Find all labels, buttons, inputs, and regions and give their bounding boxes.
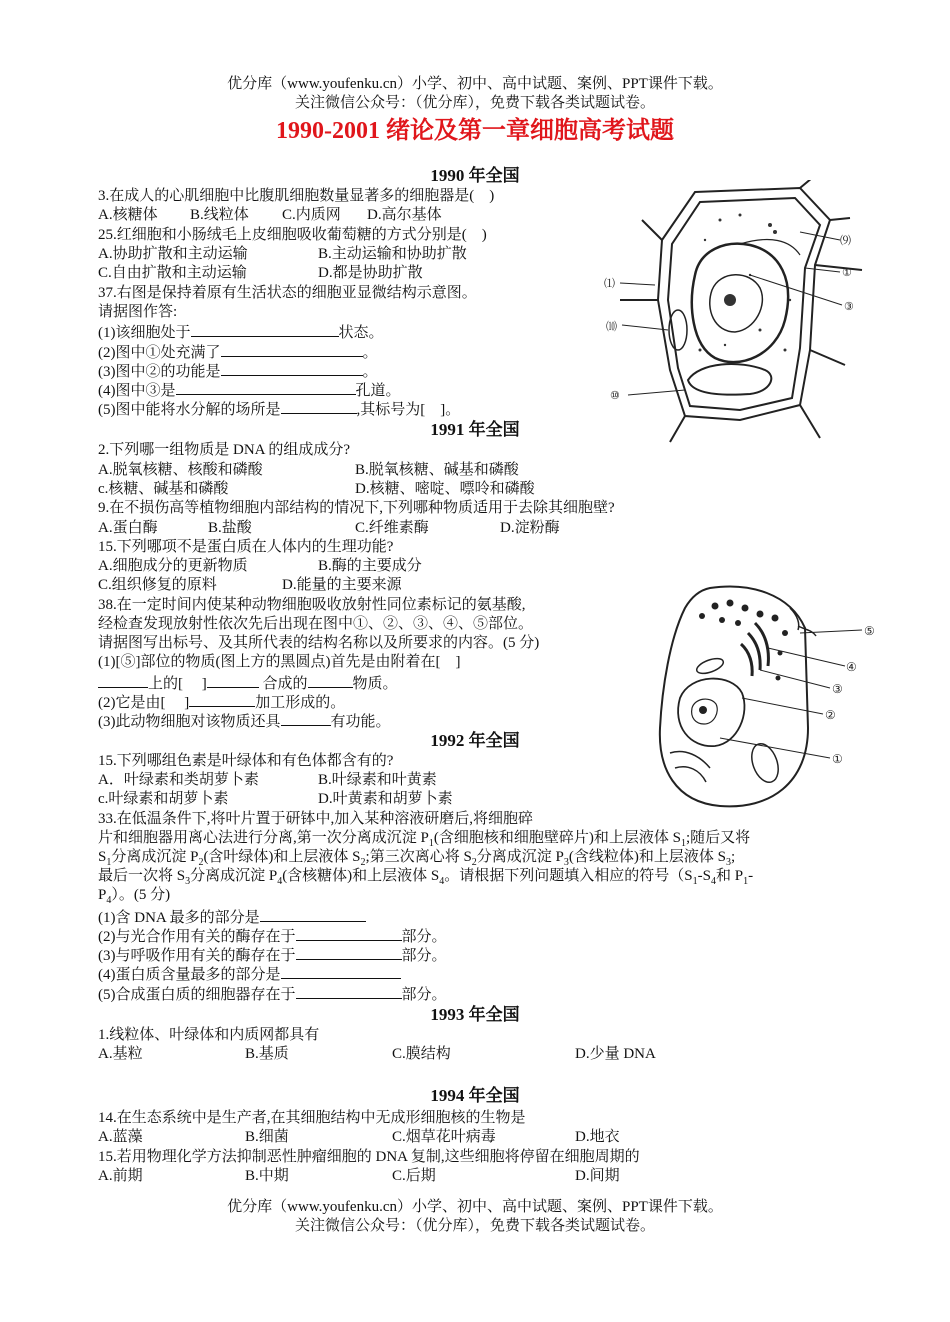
- text: 分离成沉淀 P: [111, 849, 199, 865]
- question-text: 请据图写出标号、及其所代表的结构名称以及所要求的内容。(5 分): [98, 635, 540, 651]
- text: 上的[ ]: [148, 676, 207, 692]
- sub: 1: [680, 838, 686, 849]
- text: 部分。: [401, 987, 447, 1003]
- text: -S: [697, 868, 711, 884]
- figure-label: ⑩: [610, 389, 620, 402]
- text: (含核糖体)和上层液体 S: [282, 868, 440, 884]
- question-text: 14.在生态系统中是生产者,在其细胞结构中无成形细胞核的生物是: [98, 1110, 526, 1126]
- question-text: $S_1$分离成沉淀 $P_2$(含叶绿体)和上层液体 $S_2$;第三次离心将 $S_2$分离成沉淀 $P_3$(含线粒体)和上层液体 $S_3$;: [98, 849, 736, 868]
- option: B.基质: [245, 1046, 289, 1062]
- figure-label: ⑴: [604, 277, 615, 290]
- answer-blank[interactable]: [308, 673, 353, 688]
- page-title: 1990-2001 绪论及第一章细胞高考试题: [276, 118, 674, 144]
- option: C.纤维素酶: [355, 520, 429, 536]
- option: B.叶绿素和叶黄素: [318, 772, 437, 788]
- question-text: 1.线粒体、叶绿体和内质网都具有: [98, 1027, 320, 1043]
- sub: 2: [360, 857, 366, 868]
- sub: 1: [692, 876, 698, 887]
- option: A.基粒: [98, 1046, 143, 1062]
- sub: 3: [563, 857, 569, 868]
- option: A.脱氧核糖、核酸和磷酸: [98, 462, 263, 478]
- text: (3)与呼吸作用有关的酶存在于: [98, 948, 296, 964]
- sub: 1: [428, 838, 434, 849]
- answer-blank[interactable]: [260, 907, 366, 922]
- text: -: [748, 868, 754, 884]
- sub: 4: [710, 876, 716, 887]
- text: 有功能。: [330, 714, 391, 730]
- text: 最后一次将 S: [98, 868, 186, 884]
- text: ;: [730, 849, 736, 865]
- option: A.蛋白酶: [98, 520, 158, 536]
- answer-blank[interactable]: [176, 380, 356, 395]
- text: (4)图中③是: [98, 383, 176, 399]
- figure-label: ⑽: [606, 320, 617, 333]
- text: 分离成沉淀 P: [190, 868, 278, 884]
- text: 片和细胞器用离心法进行分离,第一次分离成沉淀 P: [98, 830, 429, 846]
- sub: 4: [106, 895, 112, 906]
- figure-label: ⑤: [864, 624, 875, 638]
- option: B.线粒体: [190, 207, 249, 223]
- fill-line: [98, 926, 447, 947]
- text: 。: [362, 364, 378, 380]
- sub: 3: [725, 857, 731, 868]
- text: 部分。: [401, 929, 447, 945]
- fill-line: [98, 964, 401, 985]
- text: (5)合成蛋白质的细胞器存在于: [98, 987, 296, 1003]
- answer-blank[interactable]: [207, 673, 259, 688]
- option: C.后期: [392, 1168, 436, 1184]
- text: (2)与光合作用有关的酶存在于: [98, 929, 296, 945]
- question-text: 37.右图是保持着原有生活状态的细胞亚显微结构示意图。: [98, 285, 477, 301]
- text: (5)图中能将水分解的场所是: [98, 402, 281, 418]
- answer-blank[interactable]: [281, 399, 357, 414]
- question-text: 9.在不损伤高等植物细胞内部结构的情况下,下列哪种物质适用于去除其细胞壁?: [98, 500, 615, 516]
- text: (3)图中②的功能是: [98, 364, 221, 380]
- answer-blank[interactable]: [296, 926, 402, 941]
- option: D.间期: [575, 1168, 620, 1184]
- section-heading-1993: 1993 年全国: [430, 1005, 520, 1024]
- sub: 2: [471, 857, 477, 868]
- fill-line: [98, 380, 401, 401]
- answer-blank[interactable]: [221, 361, 363, 376]
- section-heading-1990: 1990 年全国: [430, 166, 520, 185]
- question-text: 15.下列哪项不是蛋白质在人体内的生理功能?: [98, 539, 394, 555]
- text: 状态。: [338, 325, 384, 341]
- option: c.核糖、碱基和磷酸: [98, 481, 229, 497]
- fill-line: [98, 673, 398, 694]
- figure-label: ③: [832, 682, 843, 696]
- question-text: (1)[⑤]部位的物质(图上方的黑圆点)首先是由附着在[ ]: [98, 654, 461, 670]
- answer-blank[interactable]: [189, 692, 255, 707]
- option: A．叶绿素和类胡萝卜素: [98, 772, 259, 788]
- option: B.细菌: [245, 1129, 289, 1145]
- section-heading-1994: 1994 年全国: [430, 1086, 520, 1105]
- option: B.盐酸: [208, 520, 252, 536]
- sub: 4: [439, 876, 445, 887]
- option: C.自由扩散和主动运输: [98, 265, 247, 281]
- text: ;随后又将: [685, 830, 751, 846]
- option: C.组织修复的原料: [98, 577, 217, 593]
- fill-line: [98, 322, 384, 343]
- text: (2)它是由[ ]: [98, 695, 190, 711]
- sub: 1: [743, 876, 749, 887]
- text: ;第三次离心将 S: [365, 849, 472, 865]
- sub: 3: [185, 876, 191, 887]
- fill-line: [98, 711, 391, 732]
- header-line-2: 关注微信公众号：（优分库），免费下载各类试题试卷。: [294, 95, 655, 111]
- question-text: [98, 886, 170, 905]
- option: B.主动运输和协助扩散: [318, 246, 467, 262]
- option: D.地衣: [575, 1129, 620, 1145]
- option: D.高尔基体: [367, 207, 442, 223]
- fill-line: [98, 907, 366, 928]
- option: A.蓝藻: [98, 1129, 143, 1145]
- question-text: 2.下列哪一组物质是 DNA 的组成成分?: [98, 442, 351, 458]
- text: (1)含 DNA 最多的部分是: [98, 910, 260, 926]
- answer-blank[interactable]: [98, 673, 148, 688]
- animal-cell-diagram: [640, 578, 895, 823]
- text: 加工形成的。: [255, 695, 346, 711]
- answer-blank[interactable]: [221, 342, 363, 357]
- answer-blank[interactable]: [281, 711, 331, 726]
- footer-line-2: 关注微信公众号：（优分库），免费下载各类试题试卷。: [294, 1218, 655, 1234]
- question-text: 3.在成人的心肌细胞中比腹肌细胞数量显著多的细胞器是( ): [98, 188, 495, 204]
- text: 和 P: [715, 868, 744, 884]
- option: A.协助扩散和主动运输: [98, 246, 248, 262]
- option: D.少量 DNA: [575, 1046, 656, 1062]
- text: P: [98, 887, 107, 903]
- option: A.前期: [98, 1168, 143, 1184]
- answer-blank[interactable]: [281, 964, 401, 979]
- option: D.淀粉酶: [500, 520, 560, 536]
- option: A.细胞成分的更新物质: [98, 558, 248, 574]
- fill-line: [98, 692, 345, 713]
- option: A.核糖体: [98, 207, 158, 223]
- figure-label: ③: [844, 300, 854, 313]
- text: 部分。: [401, 948, 447, 964]
- option: D.核糖、嘧啶、嘌呤和磷酸: [355, 481, 535, 497]
- option: C.膜结构: [392, 1046, 451, 1062]
- question-text: 33.在低温条件下,将叶片置于研钵中,加入某种溶液研磨后,将细胞碎: [98, 811, 534, 827]
- figure-label: ①: [842, 266, 852, 279]
- option: D.叶黄素和胡萝卜素: [318, 791, 453, 807]
- answer-blank[interactable]: [296, 945, 402, 960]
- question-text: [98, 867, 753, 886]
- text: ）。(5 分): [111, 887, 171, 903]
- text: 孔道。: [355, 383, 401, 399]
- option: B.脱氧核糖、碱基和磷酸: [355, 462, 519, 478]
- text: (含线粒体)和上层液体 S: [568, 849, 726, 865]
- header-line-1: 优分库（www.youfenku.cn）小学、初中、高中试题、案例、PPT课件下载。: [227, 76, 723, 92]
- section-heading-1991: 1991 年全国: [430, 420, 520, 439]
- option: D.都是协助扩散: [318, 265, 423, 281]
- text: 。: [362, 345, 378, 361]
- text: (2)图中①处充满了: [98, 345, 221, 361]
- text: 物质。: [352, 676, 398, 692]
- text: 分离成沉淀 P: [476, 849, 564, 865]
- option: c.叶绿素和胡萝卜素: [98, 791, 229, 807]
- figure-label: ⑼: [840, 234, 851, 247]
- question-text: 请据图作答:: [98, 304, 178, 320]
- sub: 1: [106, 857, 112, 868]
- option: C.内质网: [282, 207, 341, 223]
- question-text: 25.红细胞和小肠绒毛上皮细胞吸收葡萄糖的方式分别是( ): [98, 227, 487, 243]
- question-text: 15.下列哪组色素是叶绿体和有色体都含有的?: [98, 753, 394, 769]
- question-text: [98, 829, 750, 848]
- option: C.烟草花叶病毒: [392, 1129, 496, 1145]
- text: (1)该细胞处于: [98, 325, 191, 341]
- section-heading-1992: 1992 年全国: [430, 731, 520, 750]
- sub: 2: [198, 857, 204, 868]
- text: ,其标号为[ ]。: [356, 402, 461, 418]
- fill-line: [98, 984, 447, 1005]
- figure-label: ④: [846, 660, 857, 674]
- question-text: 经检查发现放射性依次先后出现在图中①、②、③、④、⑤部位。: [98, 616, 534, 632]
- option: B.中期: [245, 1168, 289, 1184]
- text: (3)此动物细胞对该物质还具: [98, 714, 281, 730]
- text: 。请根据下列问题填入相应的符号（S: [444, 868, 693, 884]
- option: B.酶的主要成分: [318, 558, 422, 574]
- answer-blank[interactable]: [191, 322, 339, 337]
- plant-cell-diagram: [600, 180, 870, 450]
- question-text: 38.在一定时间内使某种动物细胞吸收放射性同位素标记的氨基酸,: [98, 597, 526, 613]
- footer-line-1: 优分库（www.youfenku.cn）小学、初中、高中试题、案例、PPT课件下载。: [227, 1199, 723, 1215]
- figure-label: ①: [832, 752, 843, 766]
- sub: 4: [277, 876, 283, 887]
- fill-line: [98, 945, 447, 966]
- figure-label: ②: [825, 708, 836, 722]
- text: (含细胞核和细胞壁碎片)和上层液体 S: [433, 830, 681, 846]
- option: D.能量的主要来源: [282, 577, 402, 593]
- question-text: 15.若用物理化学方法抑制恶性肿瘤细胞的 DNA 复制,这些细胞将停留在细胞周期的: [98, 1149, 640, 1165]
- answer-blank[interactable]: [296, 984, 402, 999]
- fill-line: [98, 342, 378, 363]
- text: (4)蛋白质含量最多的部分是: [98, 967, 281, 983]
- fill-line: [98, 361, 378, 382]
- text: (含叶绿体)和上层液体 S: [203, 849, 361, 865]
- fill-line: [98, 399, 460, 420]
- text: 合成的: [262, 676, 308, 692]
